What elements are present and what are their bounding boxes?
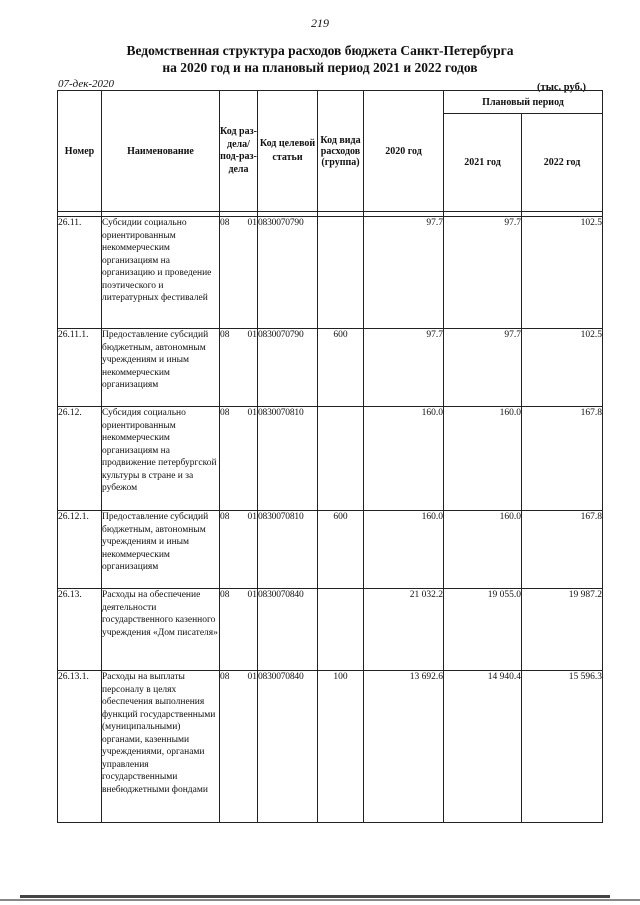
row-expense-type (318, 217, 364, 329)
row-amount-2021: 160.0 (444, 407, 522, 511)
header-name: Наименование (102, 91, 220, 212)
row-amount-2020: 160.0 (364, 407, 444, 511)
row-subsection: 01 (247, 512, 257, 522)
table-row (58, 511, 603, 589)
row-subsection: 01 (247, 218, 257, 228)
row-amount-2021: 19 055.0 (444, 589, 522, 671)
row-amount-2022: 102.5 (522, 329, 603, 407)
row-amount-2022: 102.5 (522, 217, 603, 329)
table-body (58, 217, 603, 823)
header-number: Номер (58, 91, 102, 212)
row-amount-2020: 13 692.6 (364, 671, 444, 823)
row-number: 26.13.1. (58, 671, 102, 823)
row-name: Расходы на выплаты персоналу в целях обеспечения выполнения функций государственными (муниципальными) органами, казенными учреждениями, органами управления государственными внебюджетными фондами (102, 671, 220, 823)
header-2021: 2021 год (444, 114, 522, 212)
row-amount-2021: 97.7 (444, 217, 522, 329)
row-amount-2020: 97.7 (364, 217, 444, 329)
row-name: Расходы на обеспечение деятельности государственного казенного учреждения «Дом писателя» (102, 589, 220, 671)
table-row (58, 671, 603, 823)
row-amount-2020: 21 032.2 (364, 589, 444, 671)
table-row (58, 589, 603, 671)
row-target-code: 0830070810 (258, 511, 318, 589)
row-number: 26.12. (58, 407, 102, 511)
row-amount-2022: 19 987.2 (522, 589, 603, 671)
row-expense-type (318, 589, 364, 671)
row-expense-type (318, 407, 364, 511)
row-amount-2020: 160.0 (364, 511, 444, 589)
scan-artifact-line (20, 895, 610, 898)
document-title (0, 42, 640, 76)
row-target-code: 0830070840 (258, 589, 318, 671)
row-target-code: 0830070790 (258, 329, 318, 407)
row-section-code (220, 217, 258, 329)
row-subsection: 01 (247, 408, 257, 418)
row-subsection: 01 (247, 590, 257, 600)
row-subsection: 01 (247, 672, 257, 682)
row-amount-2022: 167.8 (522, 407, 603, 511)
row-target-code: 0830070790 (258, 217, 318, 329)
units-label: (тыс. руб.) (537, 82, 586, 93)
header-2020: 2020 год (364, 91, 444, 212)
row-amount-2022: 15 596.3 (522, 671, 603, 823)
row-amount-2021: 14 940.4 (444, 671, 522, 823)
header-expense-type: Код вида расходов (группа) (318, 91, 364, 212)
row-section: 08 (220, 330, 230, 340)
row-name: Субсидия социально ориентированным некоммерческим организациям на продвижение петербургской культуры в стране и за рубежом (102, 407, 220, 511)
row-section: 08 (220, 512, 230, 522)
row-section: 08 (220, 408, 230, 418)
row-name: Предоставление субсидий бюджетным, автономным учреждениям и иным некоммерческим организациям (102, 511, 220, 589)
header-2022: 2022 год (522, 114, 603, 212)
row-expense-type: 100 (318, 671, 364, 823)
row-target-code: 0830070840 (258, 671, 318, 823)
row-number: 26.12.1. (58, 511, 102, 589)
scan-artifact-line (0, 899, 640, 901)
row-section: 08 (220, 218, 230, 228)
header-section-code: Код раз-дела/ под-раз-дела (220, 91, 258, 212)
table-row (58, 329, 603, 407)
header-target-code: Код целевой статьи (258, 91, 318, 212)
table-row (58, 407, 603, 511)
row-number: 26.11.1. (58, 329, 102, 407)
row-section: 08 (220, 590, 230, 600)
row-name: Субсидии социально ориентированным некоммерческим организациям на организацию и проведение поэтического и литературных фестивалей (102, 217, 220, 329)
row-expense-type: 600 (318, 511, 364, 589)
row-amount-2022: 167.8 (522, 511, 603, 589)
table-row (58, 217, 603, 329)
row-number: 26.13. (58, 589, 102, 671)
row-section-code (220, 589, 258, 671)
row-name: Предоставление субсидий бюджетным, автономным учреждениям и иным некоммерческим организациям (102, 329, 220, 407)
row-target-code: 0830070810 (258, 407, 318, 511)
page-number: 219 (311, 16, 329, 30)
row-amount-2021: 97.7 (444, 329, 522, 407)
row-section-code (220, 407, 258, 511)
title-line-2: на 2020 год и на плановый период 2021 и 2022 годов (162, 60, 478, 75)
row-subsection: 01 (247, 330, 257, 340)
row-amount-2020: 97.7 (364, 329, 444, 407)
header-planned-period: Плановый период (444, 91, 603, 114)
row-expense-type: 600 (318, 329, 364, 407)
budget-table (57, 90, 603, 823)
document-date: 07-дек-2020 (58, 78, 115, 90)
row-section-code (220, 511, 258, 589)
row-section-code (220, 671, 258, 823)
row-amount-2021: 160.0 (444, 511, 522, 589)
row-number: 26.11. (58, 217, 102, 329)
row-section-code (220, 329, 258, 407)
title-line-1: Ведомственная структура расходов бюджета Санкт-Петербурга (126, 43, 514, 58)
row-section: 08 (220, 672, 230, 682)
